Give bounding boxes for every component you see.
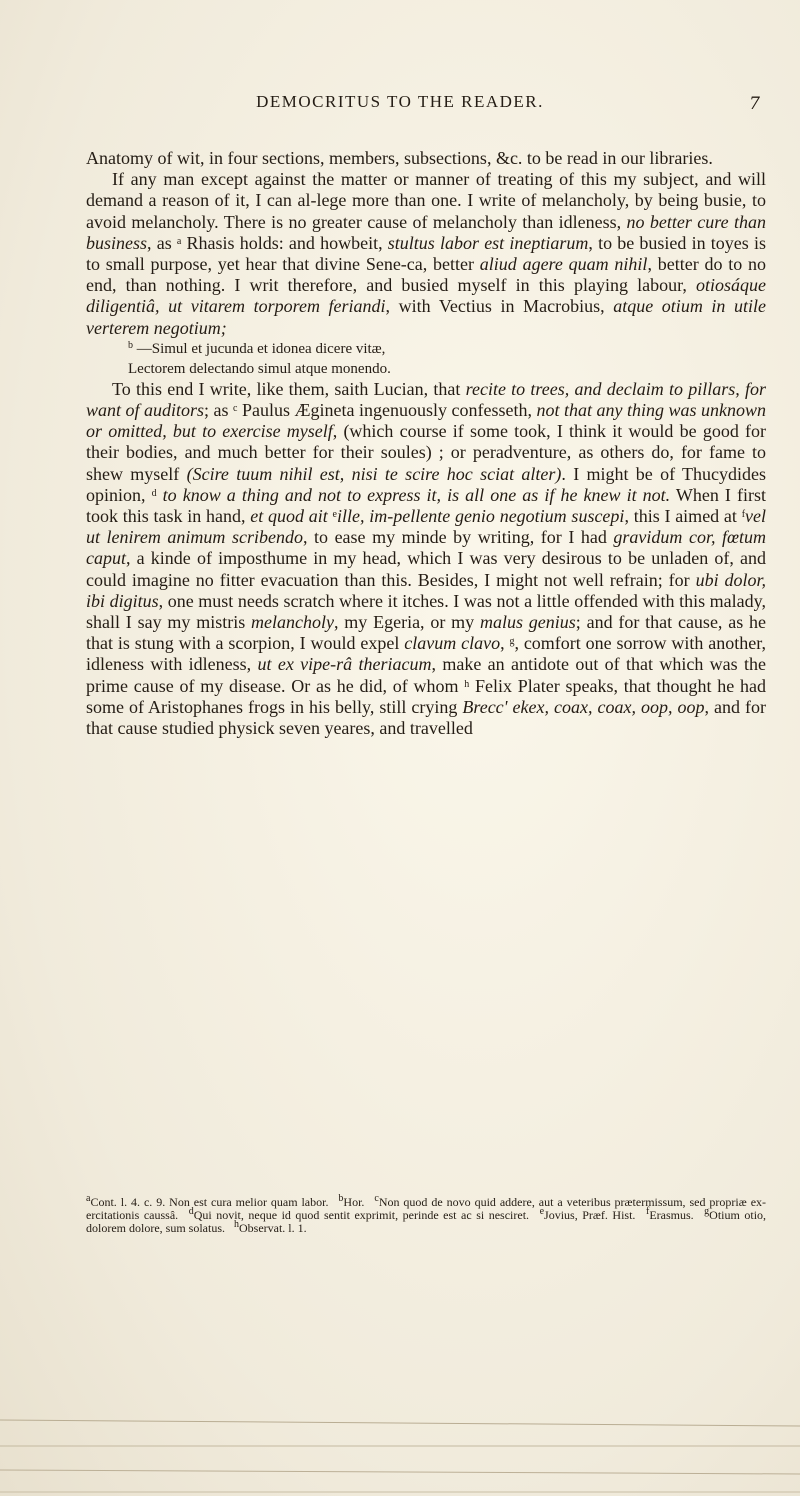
italic-span: Brecc' ekex, coax, coax, oop, oop xyxy=(462,696,705,717)
footnote-label: b xyxy=(338,1193,344,1204)
footnote-e xyxy=(539,1205,636,1222)
verse-text: —Simul et jucunda et idonea dicere vitæ, xyxy=(136,340,386,357)
text-span: , and for that cause studied physick seven yeares, and travelled xyxy=(86,696,766,739)
text-span: , a kinde of imposthume in my head, which I was very desirous to be unladen of, and could imagine no fitter evacuation than this. Besides, I might not well refrain; for xyxy=(86,548,766,590)
footnote-marker-f: f xyxy=(741,509,746,521)
footnote-text: Cont. l. 4. c. 9. Non est cura melior quam labor. xyxy=(90,1195,329,1209)
footnote-marker-e: e xyxy=(332,509,337,521)
italic-span: (Scire tuum nihil est, nisi te scire hoc sciat alter) xyxy=(186,463,562,484)
footnote-label: g xyxy=(704,1205,710,1217)
text-span: Paulus Ægineta ingenuously confesseth, xyxy=(242,400,537,421)
rule-line xyxy=(0,1420,800,1426)
italic-span: ut ex vipe-râ theriacum xyxy=(257,654,432,675)
italic-span: et quod ait xyxy=(250,506,328,527)
running-head: DEMOCRITUS TO THE READER. xyxy=(256,92,544,111)
text-span: , comfort one sorrow with another, idleness with idleness, xyxy=(86,633,766,675)
text-span: , this I aimed at xyxy=(624,506,742,527)
footnote-h xyxy=(233,1218,307,1235)
text-span: , to be busied in toyes is to small purpose, yet hear that divine Sene-ca, better xyxy=(86,232,766,275)
text-span: When I first took this task in hand, xyxy=(86,484,766,527)
verse-line-1 xyxy=(86,339,766,359)
footnote-text: Non quod de novo quid addere, aut a veteribus prætermissum, sed propriæ ex-ercitationis caussâ. xyxy=(86,1195,767,1222)
footnote-text: Observat. l. 1. xyxy=(238,1220,307,1235)
text-span: , one must needs scratch where it itches. I was not a little offended with this malady, shall I say my mistris xyxy=(86,590,766,633)
italic-span: recite to trees, and declaim to pillars, for want of auditors xyxy=(86,378,766,421)
body-text xyxy=(86,148,766,739)
text-span: To this end I write, like them, saith Lucian, that xyxy=(112,378,466,399)
italic-span: ille, im-pellente genio negotium suscepi xyxy=(336,506,625,527)
italic-span: aliud agere quam nihil xyxy=(479,254,648,275)
text-span: , my Egeria, or my xyxy=(333,612,480,633)
italic-span: to know a thing and not to express it, is all one as if he knew it not. xyxy=(162,484,671,505)
text-span: . I might be of Thucydides opinion, xyxy=(86,463,767,505)
verse-text: Lectorem delectando simul atque monendo. xyxy=(128,360,391,377)
italic-span: no better cure than business xyxy=(86,211,766,253)
text-span: , as xyxy=(147,232,177,253)
verse-line-2 xyxy=(86,359,766,379)
italic-span: not that any thing was unknown or omitted, but to exercise myself xyxy=(86,400,767,442)
footnote-text: Qui novit, neque id quod sentit exprimit, perinde est ac si nesciret. xyxy=(193,1207,530,1222)
text-span: If any man except against the matter or manner of treating of this my subject, and will demand a reason of it, I can al-lege more than one. I write of melancholy, by being busie, to avoid melancholy. There is no greater cause of melancholy than idleness, xyxy=(86,169,766,232)
footnote-label: f xyxy=(645,1205,650,1217)
footnote-label: c xyxy=(374,1193,379,1204)
footnote-marker-b: b xyxy=(128,339,133,351)
italic-span: malus genius xyxy=(479,612,576,633)
footnote-marker-g: g xyxy=(509,636,515,648)
footnote-text: Otium otio, dolorem dolore, sum solatus. xyxy=(86,1207,767,1235)
rule-line xyxy=(0,1470,800,1474)
text-span: ; as xyxy=(204,400,234,421)
paragraph-2 xyxy=(86,169,766,339)
italic-span: otiosáque diligentiâ, ut vitarem torporem feriandi xyxy=(86,275,766,317)
text-span: , with Vectius in Macrobius, xyxy=(385,296,614,317)
paragraph-3: To this end I write, like them, saith Lucian, that recite to trees, and declaim to pillars, for want of auditors; as $^c$ Paulus Ægineta ingenuously confesseth, not that any thing was unknown or omitted, but to exercise myself, (which course if some took, I think it would be good for their bodies, and much better for their soules) ; or peradventure, as others do, for fame to shew myself (Scire tuum nihil est, nisi te scire hoc sciat alter). I might be of Thucydides opinion, $^d$ to know a thing and not to express it, is all one as if he knew it not. When I first took this task in hand, et quod ait $^e$ille, im-pellente genio negotium suscepi, this I aimed at $^f$vel ut lenirem animum scribendo, to ease my minde by writing, for I had gravidum cor, fœtum caput, a kinde of imposthume in my head, which I was very desirous to be unladen of, and could imagine no fitter evacuation than this. Besides, I might not well refrain; for ubi dolor, ibi digitus, one must needs scratch where it itches. I was not a little offended with this malady, shall I say my mistris melancholy, my Egeria, or my malus genius; and for that cause, as he that is stung with a scorpion, I would expel clavum clavo, $^g$, comfort one sorrow with another, idleness with idleness, ut ex vipe-râ theriacum, make an antidote out of that which was the prime cause of my disease. Or as he did, of whom $^h$ Felix Plater speaks, that thought he had some of Aristophanes frogs in his belly, still crying Brecc' ekex, coax, coax, oop, oop, and for that cause studied physick seven yeares, and travelled xyxy=(86,378,767,739)
footnote-text: Hor. xyxy=(343,1195,365,1209)
text-span: , to ease my minde by writing, for I had xyxy=(302,527,614,548)
bottom-rule-lines xyxy=(0,1380,800,1496)
italic-span: melancholy xyxy=(251,612,334,633)
footnotes xyxy=(86,1193,767,1235)
text-span: , better do to no end, than nothing. I writ therefore, and busied myself in this playing labour, xyxy=(86,254,766,296)
footnote-marker-a: a xyxy=(176,235,182,247)
page-number: 7 xyxy=(749,94,760,114)
footnote-label: a xyxy=(86,1193,91,1204)
text-span: Felix Plater speaks, that thought he had some of Aristophanes frogs in his belly, still crying xyxy=(86,675,767,717)
italic-span: clavum clavo xyxy=(404,633,501,654)
footnote-marker-c: c xyxy=(233,403,238,415)
footnote-text: Erasmus. xyxy=(649,1207,694,1222)
footnote-label: e xyxy=(539,1205,545,1217)
italic-span: vel ut lenirem animum scribendo xyxy=(86,506,767,548)
paragraph-1 xyxy=(86,148,766,169)
italic-span: ubi dolor, ibi digitus xyxy=(86,569,766,611)
paragraph-1-text: Anatomy of wit, in four sections, members, subsections, &c. to be read in our libraries. xyxy=(86,148,713,168)
footnote-marker-h: h xyxy=(464,678,470,690)
text-span: , make an antidote out of that which was the prime cause of my disease. Or as he did, of whom xyxy=(86,654,766,696)
italic-span: gravidum cor, fœtum caput xyxy=(86,527,767,569)
footnote-label: h xyxy=(233,1218,239,1230)
footnote-label: d xyxy=(188,1205,194,1217)
text-span: , (which course if some took, I think it would be good for their bodies, and much better for their soules) ; or peradventure, as others do, for fame to shew myself xyxy=(86,421,766,484)
italic-span: atque otium in utile verterem negotium; xyxy=(86,296,767,338)
italic-span: stultus labor est ineptiarum xyxy=(387,232,589,253)
text-span: Rhasis holds: and howbeit, xyxy=(186,232,388,253)
footnote-text: Jovius, Præf. Hist. xyxy=(544,1207,636,1222)
footnote-marker-d: d xyxy=(151,487,157,499)
footnote-f xyxy=(645,1205,694,1222)
page-header xyxy=(0,92,800,124)
text-span: ; and for that cause, as he that is stung with a scorpion, I would expel xyxy=(86,612,767,654)
